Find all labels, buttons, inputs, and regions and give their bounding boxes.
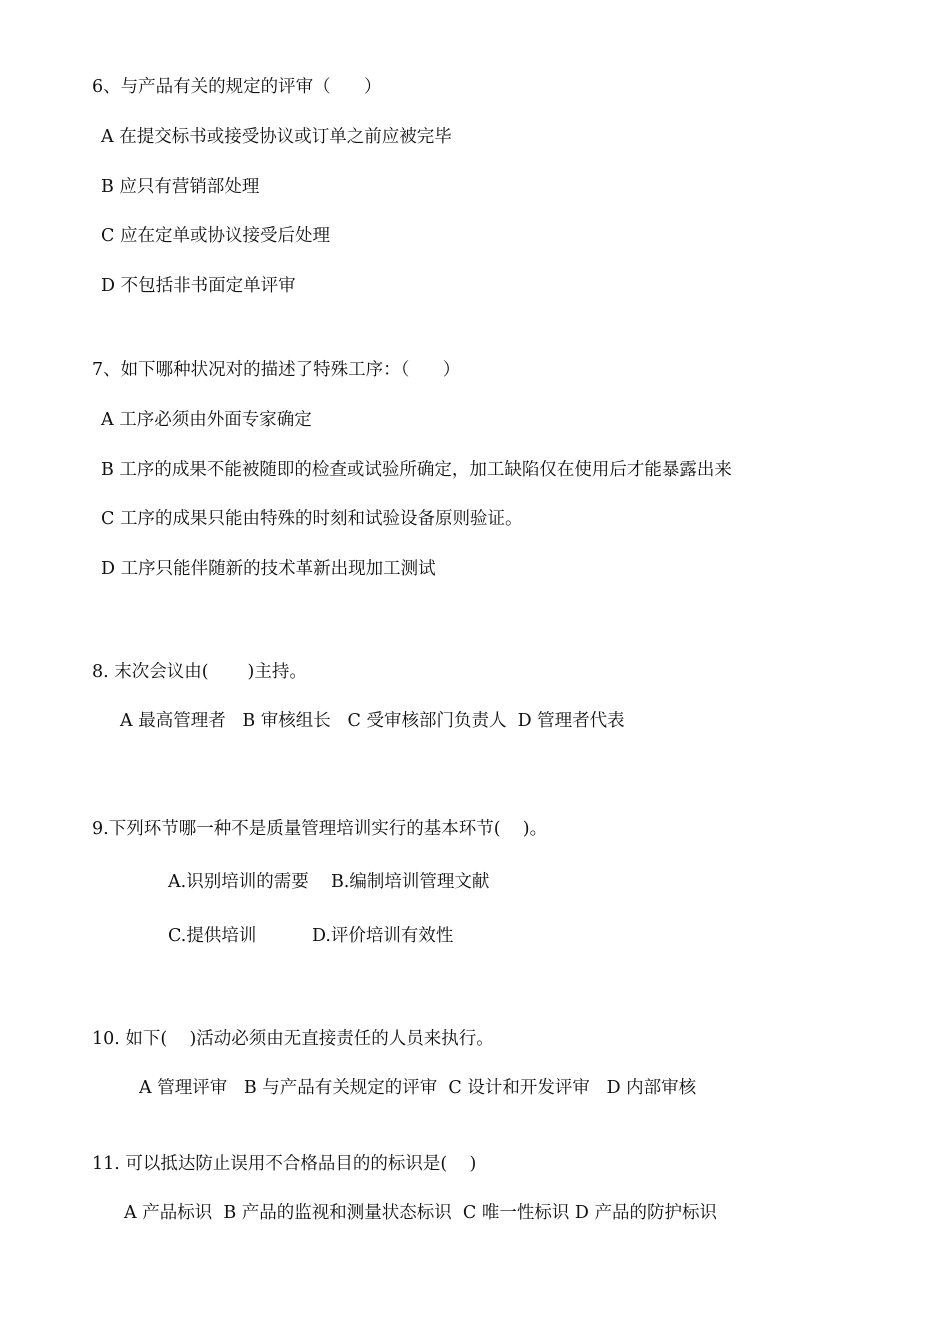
question-6-option-a: A 在提交标书或接受协议或订单之前应被完毕: [101, 127, 452, 147]
question-7-option-a: A 工序必须由外面专家确定: [101, 410, 312, 430]
question-7-option-d: D 工序只能伴随新的技术革新出现加工测试: [101, 559, 436, 579]
question-10-options: A 管理评审 B 与产品有关规定的评审 C 设计和开发评审 D 内部审核: [139, 1078, 697, 1098]
question-8-stem: 8. 末次会议由( )主持。: [92, 662, 307, 682]
question-11-stem: 11. 可以抵达防止误用不合格品目的的标识是( ): [92, 1154, 477, 1174]
question-8-options: A 最高管理者 B 审核组长 C 受审核部门负责人 D 管理者代表: [120, 711, 625, 731]
question-11-options: A 产品标识 B 产品的监视和测量状态标识 C 唯一性标识 D 产品的防护标识: [124, 1203, 717, 1223]
question-7-option-b: B 工序的成果不能被随即的检查或试验所确定，加工缺陷仅在使用后才能暴露出来: [101, 460, 732, 480]
question-9-stem: 9.下列环节哪一种不是质量管理培训实行的基本环节( )。: [92, 819, 548, 839]
question-9-options-row-1: A.识别培训的需要 B.编制培训管理文献: [168, 872, 490, 892]
question-6-option-b: B 应只有营销部处理: [101, 177, 260, 197]
question-6-stem: 6、与产品有关的规定的评审（ ）: [92, 77, 382, 97]
question-9-options-row-2: C.提供培训 D.评价培训有效性: [168, 926, 454, 946]
question-7-stem: 7、如下哪种状况对的描述了特殊工序：（ ）: [92, 360, 461, 380]
question-6-option-d: D 不包括非书面定单评审: [101, 276, 296, 296]
question-7-option-c: C 工序的成果只能由特殊的时刻和试验设备原则验证。: [101, 509, 523, 529]
question-10-stem: 10. 如下( )活动必须由无直接责任的人员来执行。: [92, 1029, 494, 1049]
question-6-option-c: C 应在定单或协议接受后处理: [101, 226, 330, 246]
